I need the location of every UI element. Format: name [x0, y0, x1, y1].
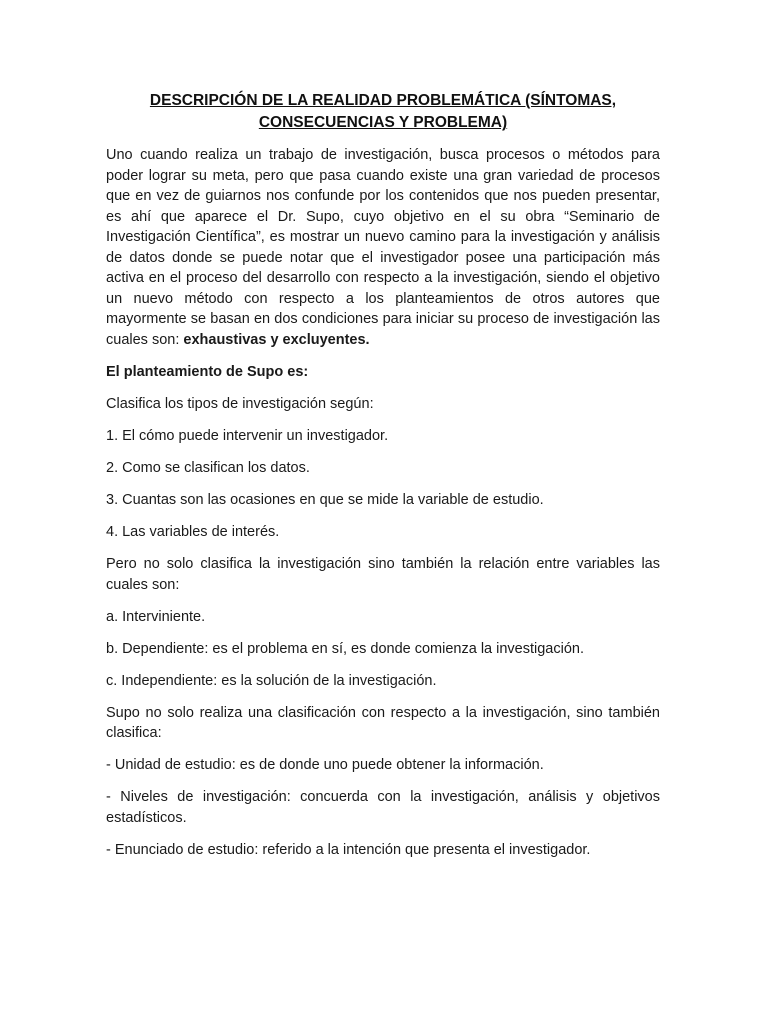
- lettered-item-c: c. Independiente: es la solución de la investigación.: [106, 672, 437, 689]
- dash-item-2: - Niveles de investigación: concuerda con la investigación, análisis y objetivos estadísticos.: [106, 789, 660, 826]
- intro-bold-text: exhaustivas y excluyentes.: [183, 331, 370, 348]
- classify-intro: Clasifica los tipos de investigación según:: [106, 396, 374, 412]
- lettered-item-a: a. Interviniente.: [106, 608, 206, 625]
- also-intro: Supo no solo realiza una clasificación con respecto a la investigación, sino también clasifica:: [106, 704, 660, 741]
- numbered-item-3: 3. Cuantas son las ocasiones en que se mide la variable de estudio.: [106, 492, 544, 508]
- lettered-item-b: b. Dependiente: es el problema en sí, es donde comienza la investigación.: [106, 640, 584, 657]
- dash-item-1: - Unidad de estudio: es de donde uno puede obtener la información.: [106, 757, 544, 773]
- document-page: [106, 90, 660, 872]
- relation-intro: Pero no solo clasifica la investigación sino también la relación entre variables las cuales son:: [106, 556, 660, 593]
- numbered-item-2: 2. Como se clasifican los datos.: [106, 460, 310, 476]
- numbered-item-1: 1. El cómo puede intervenir un investigador.: [106, 428, 389, 444]
- intro-text: Uno cuando realiza un trabajo de investigación, busca procesos o métodos para poder lograr su meta, pero que pasa cuando existe una gran variedad de procesos que en vez de guiarnos nos confunde por los contenidos que nos pueden presentar, es ahí que aparece el Dr. Supo, cuyo objetivo en el su obra “Seminario de Investigación Científica”, es mostrar un nuevo camino para la investigación y análisis de datos donde se puede notar que el investigador posee una participación más activa en el proceso del desarrollo con respecto a la investigación, siendo el objetivo un nuevo método con respecto a los planteamientos de otros autores que mayormente se basan en dos condiciones para iniciar su proceso de investigación las cuales son:: [106, 147, 660, 348]
- intro-paragraph: [106, 145, 660, 350]
- dash-item-3: - Enunciado de estudio: referido a la intención que presenta el investigador.: [106, 841, 591, 858]
- title-line-2: CONSECUENCIAS Y PROBLEMA): [258, 114, 508, 131]
- title-line-1: DESCRIPCIÓN DE LA REALIDAD PROBLEMÁTICA (SÍNTOMAS,: [149, 92, 617, 109]
- document-title: [106, 90, 660, 134]
- section-heading: El planteamiento de Supo es:: [106, 363, 309, 380]
- numbered-item-4: 4. Las variables de interés.: [106, 524, 280, 540]
